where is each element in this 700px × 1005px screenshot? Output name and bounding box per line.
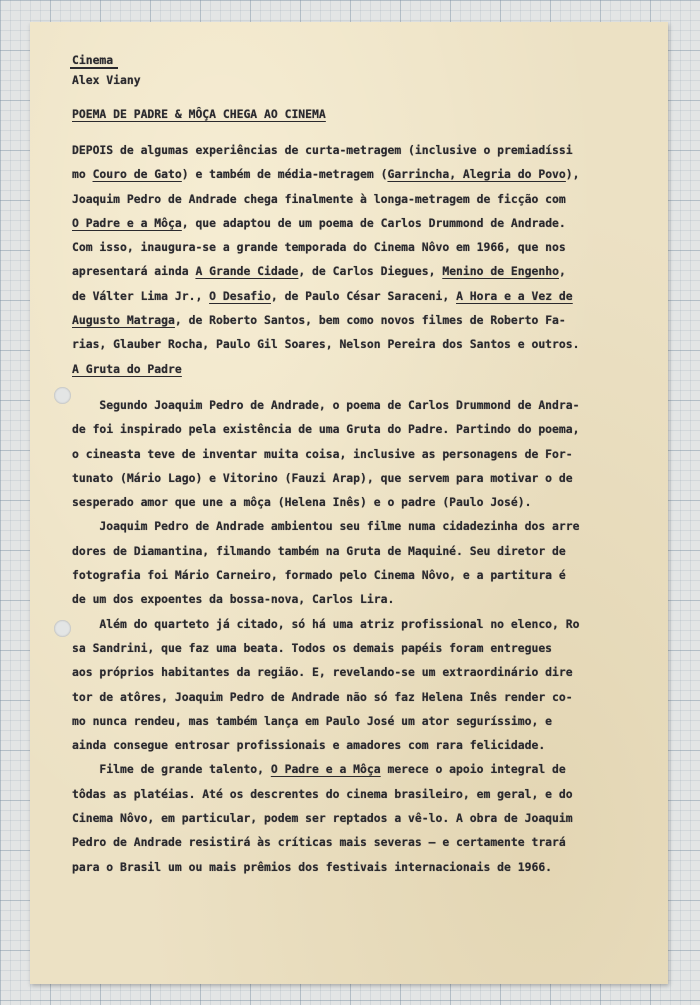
article-title-text: POEMA DE PADRE & MÔÇA CHEGA AO CINEMA <box>72 107 326 121</box>
intro-line: Com isso, inaugura-se a grande temporada do Cinema Nôvo em 1966, que nos <box>72 240 566 255</box>
film-title: O Desafio <box>209 288 271 303</box>
paragraph-line: sesperado amor que une a môça (Helena Inês) e o padre (Paulo José). <box>72 495 532 510</box>
intro-line: Augusto Matraga, de Roberto Santos, bem como novos filmes de Roberto Fa- <box>72 313 566 328</box>
film-title: Augusto Matraga <box>72 313 175 328</box>
paragraph-line: ainda consegue entrosar profissionais e amadores com rara felicidade. <box>72 738 546 753</box>
intro-line: rias, Glauber Rocha, Paulo Gil Soares, Nelson Pereira dos Santos e outros. <box>72 337 580 352</box>
punch-hole-top <box>54 387 71 404</box>
author-name: Alex Viany <box>72 73 141 87</box>
paragraph-line: Pedro de Andrade resistirá às críticas mais severas — e certamente trará <box>72 835 566 850</box>
paragraph-line: tor de atôres, Joaquim Pedro de Andrade não só faz Helena Inês render co- <box>72 689 573 704</box>
intro-line: apresentará ainda A Grande Cidade, de Carlos Diegues, Menino de Engenho, <box>72 264 566 279</box>
film-title: Menino de Engenho <box>442 264 559 279</box>
paragraph-line: tunato (Mário Lago) e Vitorino (Fauzi Arap), que servem para motivar o de <box>72 470 573 485</box>
paragraph-line: aos próprios habitantes da região. E, revelando-se um extraordinário dire <box>72 665 573 680</box>
header-rule <box>70 67 118 69</box>
paragraph-line: dores de Diamantina, filmando também na Gruta de Maquiné. Seu diretor de <box>72 543 566 558</box>
intro-line: mo Couro de Gato) e também de média-metragem (Garrincha, Alegria do Povo), <box>72 167 580 182</box>
intro-line: de Válter Lima Jr., O Desafio, de Paulo César Saraceni, A Hora e a Vez de <box>72 288 573 303</box>
paragraph-line: fotografia foi Mário Carneiro, formado pelo Cinema Nôvo, e a partitura é <box>72 568 566 583</box>
paragraph-line: tôdas as platéias. Até os descrentes do cinema brasileiro, em geral, e do <box>72 786 573 801</box>
intro-line: DEPOIS de algumas experiências de curta-metragem (inclusive o premiadíssi <box>72 143 573 157</box>
paragraph-line: para o Brasil um ou mais prêmios dos festivais internacionais de 1966. <box>72 859 553 874</box>
paragraph-line: de foi inspirado pela existência de uma Gruta do Padre. Partindo do poema, <box>72 422 580 437</box>
paragraph-line: Além do quarteto já citado, só há uma atriz profissional no elenco, Ro <box>72 616 580 631</box>
typewritten-page <box>30 22 668 984</box>
paragraph-line: o cineasta teve de inventar muita coisa, inclusive as personagens de For- <box>72 446 573 461</box>
subheading-text: A Gruta do Padre <box>72 361 182 376</box>
film-title: A Grande Cidade <box>195 264 299 279</box>
subheading <box>72 357 642 381</box>
intro-line: Joaquim Pedro de Andrade chega finalmente à longa-metragem de ficção com <box>72 191 566 206</box>
film-title: Couro de Gato <box>92 167 182 182</box>
paragraph-line: Cinema Nôvo, em particular, podem ser reptados a vê-lo. A obra de Joaquim <box>72 811 573 826</box>
page-text <box>72 50 642 879</box>
paragraph-line: Filme de grande talento, O Padre e a Môça merece o apoio integral de <box>72 762 566 777</box>
punch-hole-bottom <box>54 620 71 637</box>
film-title: Garrincha, Alegria do Povo <box>387 167 566 182</box>
intro-line: O Padre e a Môça, que adaptou de um poema de Carlos Drummond de Andrade. <box>72 215 566 230</box>
film-title: A Hora e a Vez de <box>456 288 573 303</box>
paragraph-line: Segundo Joaquim Pedro de Andrade, o poema de Carlos Drummond de Andra- <box>72 397 580 412</box>
section-label: Cinema <box>72 53 114 67</box>
article-title <box>72 104 642 124</box>
paragraph-line: Joaquim Pedro de Andrade ambientou seu filme numa cidadezinha dos arre <box>72 519 580 534</box>
paragraph-line: mo nunca rendeu, mas também lança em Paulo José um ator seguríssimo, e <box>72 713 553 728</box>
film-title: O Padre e a Môça <box>72 215 182 230</box>
paragraph-line: sa Sandrini, que faz uma beata. Todos os demais papéis foram entregues <box>72 640 553 655</box>
paragraph-line: de um dos expoentes da bossa-nova, Carlos Lira. <box>72 592 395 607</box>
film-title: O Padre e a Môça <box>270 762 381 777</box>
